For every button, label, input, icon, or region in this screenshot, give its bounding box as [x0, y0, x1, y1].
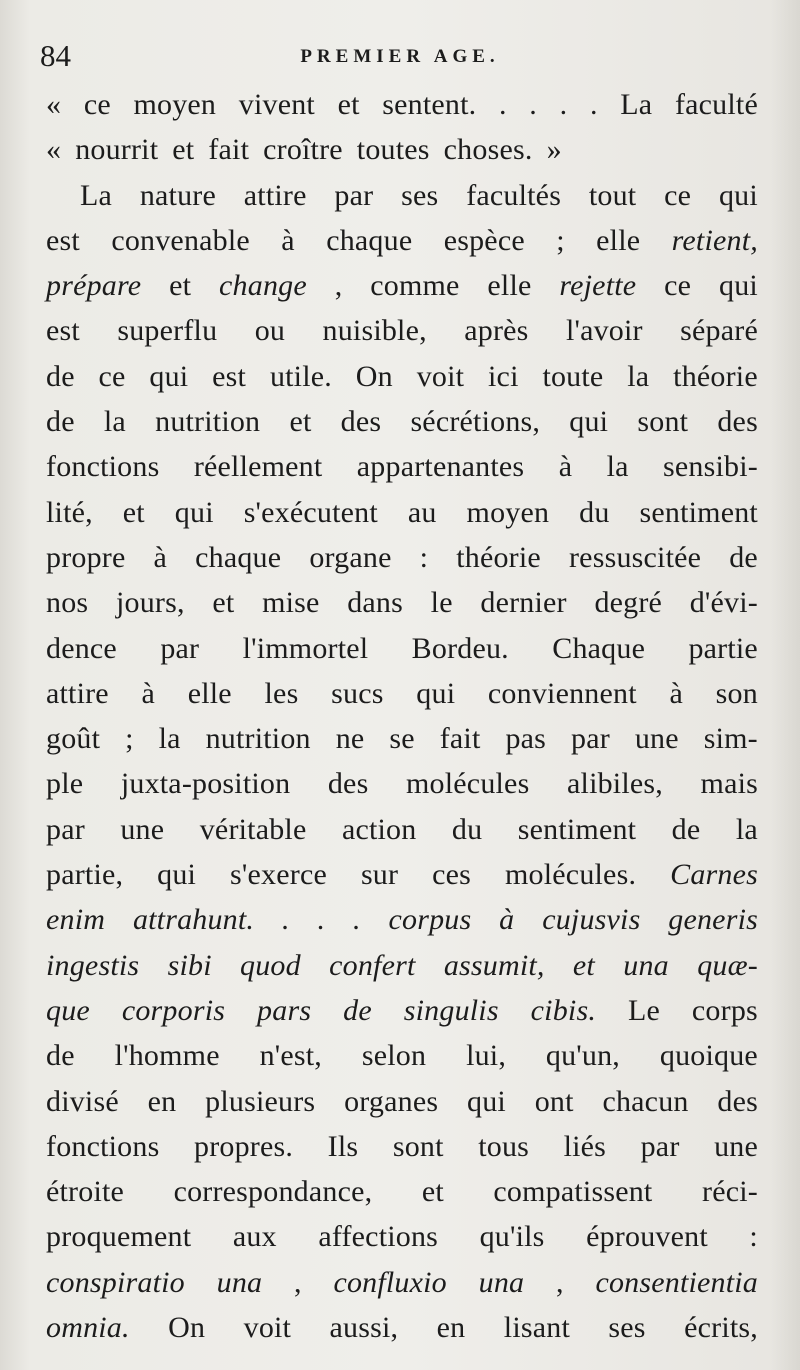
word: Le: [627, 993, 660, 1027]
word: quæ-: [697, 948, 758, 982]
word: sont: [637, 405, 689, 439]
word: et: [212, 586, 235, 620]
word: sentent.: [382, 88, 477, 121]
word: alibiles,: [567, 767, 663, 801]
word: una: [216, 1265, 263, 1299]
word: qui: [149, 359, 189, 393]
word: corporis: [121, 993, 226, 1027]
word: ingestis: [46, 948, 140, 982]
word: .: [317, 903, 326, 937]
word: assumit,: [443, 948, 545, 982]
word: affections: [318, 1220, 439, 1254]
word: voit: [416, 359, 465, 393]
word: ce: [83, 88, 111, 121]
word: le: [430, 586, 453, 620]
word: tous: [478, 1129, 530, 1163]
word: et: [421, 1175, 444, 1209]
word: lité,: [46, 495, 93, 529]
word: organe: [309, 540, 392, 574]
word: nourrit: [75, 133, 159, 167]
word: étroite: [46, 1175, 125, 1209]
word: chacun: [602, 1084, 689, 1118]
text-line: [46, 1033, 758, 1078]
word: à: [669, 676, 683, 710]
word: et: [572, 948, 595, 982]
word: du: [451, 812, 483, 846]
word: une: [714, 1129, 758, 1163]
word: la: [606, 450, 629, 484]
word: sentiment: [639, 495, 758, 529]
word: espèce: [443, 223, 525, 257]
word: ici: [488, 359, 519, 393]
text-line: [46, 1124, 758, 1169]
word: ,: [334, 269, 343, 303]
word: appartenantes: [356, 450, 525, 484]
word: à: [281, 223, 295, 257]
text-line: [46, 852, 758, 897]
word: ;: [556, 223, 565, 257]
word: véritable: [199, 812, 307, 846]
word: faculté: [674, 88, 758, 121]
word: nuisible,: [322, 314, 427, 348]
word: est: [212, 359, 247, 393]
word: aux: [232, 1220, 277, 1254]
text-line: [46, 354, 758, 399]
word: n'est,: [259, 1039, 323, 1073]
word: ,: [293, 1265, 302, 1299]
text-line: [46, 761, 758, 806]
word: elle: [596, 223, 641, 257]
word: .: [589, 88, 598, 121]
word: par: [46, 812, 85, 846]
word: compatissent: [493, 1175, 653, 1209]
word: mise: [262, 586, 320, 620]
word: convenable: [111, 223, 250, 257]
text-line: [46, 807, 758, 852]
text-line: [46, 127, 758, 172]
word: qu'un,: [545, 1039, 621, 1073]
page-number: 84: [40, 38, 71, 73]
word: quod: [240, 948, 301, 982]
body-text: [46, 82, 758, 1350]
word: par: [160, 631, 200, 665]
word: elle: [487, 269, 532, 303]
word: conviennent: [487, 676, 637, 710]
word: ce: [664, 269, 692, 303]
word: écrits,: [684, 1311, 758, 1345]
word: correspondance,: [173, 1175, 373, 1209]
word: après: [464, 314, 529, 348]
text-line: [46, 1214, 758, 1259]
word: ressuscitée: [568, 540, 702, 574]
running-head: PREMIER AGE.: [300, 46, 500, 67]
word: .: [498, 88, 507, 121]
word: qui: [719, 269, 758, 303]
word: une: [634, 722, 679, 756]
word: moyen: [133, 88, 217, 121]
word: fonctions: [46, 1129, 160, 1163]
word: attire: [243, 178, 307, 212]
word: s'exécutent: [243, 495, 378, 529]
word: et: [337, 88, 360, 121]
page-header: [40, 38, 760, 78]
word: omnia.: [46, 1311, 130, 1345]
word: .: [352, 903, 361, 937]
word: organes: [344, 1084, 439, 1118]
word: fait: [208, 133, 250, 167]
word: selon: [361, 1039, 427, 1073]
word: plusieurs: [205, 1084, 316, 1118]
text-line: [46, 897, 758, 942]
word: et: [122, 495, 145, 529]
word: l'avoir: [565, 314, 643, 348]
word: On: [355, 359, 393, 393]
word: molécules.: [505, 858, 637, 892]
word: rejette: [559, 269, 637, 303]
word: par: [640, 1129, 680, 1163]
word: à: [141, 676, 156, 710]
text-line: [46, 308, 758, 353]
word: qui: [157, 858, 197, 892]
word: choses.: [443, 133, 533, 167]
word: toute: [542, 359, 604, 393]
text-line: [46, 535, 758, 580]
word: des: [340, 405, 382, 439]
word: Chaque: [552, 631, 646, 665]
word: l'homme: [114, 1039, 220, 1073]
text-line: [46, 580, 758, 625]
word: à: [499, 903, 515, 937]
word: corps: [691, 993, 758, 1027]
word: Ils: [327, 1129, 359, 1163]
word: ont: [534, 1084, 574, 1118]
word: qui: [467, 1084, 506, 1118]
word: ce: [98, 359, 126, 393]
word: goût: [46, 722, 101, 756]
text-line: [46, 399, 758, 444]
word: l'immortel: [242, 631, 369, 665]
word: les: [264, 676, 299, 710]
word: qui: [718, 178, 758, 212]
word: la: [627, 359, 650, 393]
word: sur: [360, 858, 399, 892]
word: est: [46, 314, 80, 348]
word: voit: [243, 1311, 292, 1345]
word: théorie: [673, 359, 758, 393]
word: son: [715, 676, 758, 710]
word: «: [46, 88, 62, 121]
word: d'évi-: [689, 586, 758, 620]
word: de: [46, 359, 75, 393]
word: des: [717, 405, 758, 439]
word: nos: [46, 586, 89, 620]
text-line: [46, 671, 758, 716]
word: fait: [439, 722, 481, 756]
word: .: [529, 88, 537, 121]
word: sibi: [167, 948, 212, 982]
word: conspiratio: [46, 1265, 185, 1299]
word: et: [172, 133, 195, 167]
word: La: [80, 178, 113, 212]
word: propre: [46, 540, 126, 574]
word: aussi,: [329, 1311, 399, 1345]
text-line: [46, 444, 758, 489]
word: par: [334, 178, 374, 212]
word: à: [153, 540, 168, 574]
word: :: [749, 1220, 758, 1254]
word: la: [103, 405, 126, 439]
word: de: [671, 812, 701, 846]
word: chaque: [326, 223, 413, 257]
word: au: [407, 495, 437, 529]
word: de: [343, 993, 372, 1027]
text-line: [46, 1169, 758, 1214]
word: sentiment: [517, 812, 637, 846]
word: sim-: [703, 722, 758, 756]
word: singulis: [403, 993, 499, 1027]
word: .: [281, 903, 290, 937]
word: propres.: [194, 1129, 294, 1163]
word: lisant: [503, 1311, 570, 1345]
word: generis: [668, 903, 758, 937]
word: change: [219, 269, 307, 303]
word: sucs: [331, 676, 384, 710]
word: On: [168, 1311, 206, 1345]
word: qui: [569, 405, 609, 439]
word: qui: [174, 495, 214, 529]
word: attire: [46, 676, 109, 710]
word: ;: [125, 722, 134, 756]
word: molécules: [406, 767, 530, 801]
word: dence: [46, 631, 117, 665]
word: vivent: [238, 88, 315, 121]
word: toutes: [356, 133, 430, 167]
word: :: [419, 540, 429, 574]
word: elle: [187, 676, 232, 710]
word: s'exerce: [230, 858, 327, 892]
word: una: [623, 948, 669, 982]
word: partie,: [46, 858, 124, 892]
word: du: [579, 495, 610, 529]
text-line: [46, 988, 758, 1033]
word: par: [571, 722, 610, 756]
word: superflu: [117, 314, 218, 348]
word: attrahunt.: [132, 903, 255, 937]
word: qui: [416, 676, 456, 710]
text-line: [46, 1260, 758, 1305]
word: .: [559, 88, 568, 121]
text-line: [46, 490, 758, 535]
word: facultés: [466, 178, 562, 212]
word: ou: [254, 314, 286, 348]
word: nature: [139, 178, 216, 212]
word: prépare: [46, 269, 142, 303]
text-line: [46, 82, 758, 127]
word: partie: [688, 631, 758, 665]
word: degré: [594, 586, 663, 620]
word: nutrition: [205, 722, 311, 756]
word: des: [327, 767, 369, 801]
word: ,: [555, 1265, 564, 1299]
word: divisé: [46, 1084, 119, 1118]
word: est: [46, 223, 80, 257]
word: chaque: [195, 540, 282, 574]
word: la: [735, 812, 758, 846]
word: cujusvis: [542, 903, 641, 937]
word: la: [158, 722, 181, 756]
word: La: [620, 88, 653, 121]
text-line: [46, 716, 758, 761]
word: »: [546, 133, 562, 167]
word: ce: [664, 178, 692, 212]
word: pas: [505, 722, 547, 756]
word: et: [289, 405, 312, 439]
word: liés: [563, 1129, 607, 1163]
word: que: [46, 993, 90, 1027]
text-line: [46, 626, 758, 671]
word: proquement: [46, 1220, 192, 1254]
text-line: [46, 218, 758, 263]
word: consentientia: [595, 1265, 758, 1299]
word: en: [436, 1311, 466, 1345]
word: qu'ils: [479, 1220, 545, 1254]
word: tout: [588, 178, 637, 212]
word: comme: [370, 269, 460, 303]
word: dernier: [480, 586, 567, 620]
word: ses: [608, 1311, 646, 1345]
text-line: [46, 173, 758, 218]
word: séparé: [680, 314, 758, 348]
word: une: [120, 812, 165, 846]
word: sensibi-: [663, 450, 758, 484]
word: des: [717, 1084, 758, 1118]
word: una: [478, 1265, 525, 1299]
word: ses: [401, 178, 439, 212]
word: de: [729, 540, 758, 574]
word: Bordeu.: [411, 631, 509, 665]
word: éprouvent: [586, 1220, 708, 1254]
word: moyen: [466, 495, 550, 529]
word: juxta-position: [120, 767, 291, 801]
word: retient,: [671, 223, 758, 257]
text-line: [46, 1305, 758, 1350]
word: sont: [392, 1129, 444, 1163]
word: utile.: [269, 359, 332, 393]
word: quoique: [659, 1039, 758, 1073]
word: enim: [46, 903, 106, 937]
word: ne: [335, 722, 365, 756]
word: théorie: [456, 540, 541, 574]
word: de: [46, 405, 75, 439]
word: dans: [347, 586, 403, 620]
word: se: [389, 722, 415, 756]
word: cibis.: [530, 993, 597, 1027]
word: mais: [700, 767, 758, 801]
word: Carnes: [670, 858, 758, 892]
word: ple: [46, 767, 84, 801]
word: action: [341, 812, 417, 846]
text-line: [46, 263, 758, 308]
text-line: [46, 1079, 758, 1124]
word: nutrition: [155, 405, 261, 439]
word: corpus: [388, 903, 472, 937]
word: et: [169, 269, 192, 303]
word: en: [147, 1084, 177, 1118]
word: confert: [329, 948, 416, 982]
word: réellement: [193, 450, 323, 484]
text-line: [46, 943, 758, 988]
word: pars: [257, 993, 312, 1027]
word: jours,: [115, 586, 185, 620]
word: réci-: [702, 1175, 758, 1209]
word: sécrétions,: [410, 405, 541, 439]
word: ces: [432, 858, 472, 892]
word: lui,: [466, 1039, 507, 1073]
word: fonctions: [46, 450, 160, 484]
word: à: [558, 450, 573, 484]
word: de: [46, 1039, 75, 1073]
word: croître: [263, 133, 343, 167]
word: confluxio: [333, 1265, 447, 1299]
word: «: [46, 133, 62, 167]
